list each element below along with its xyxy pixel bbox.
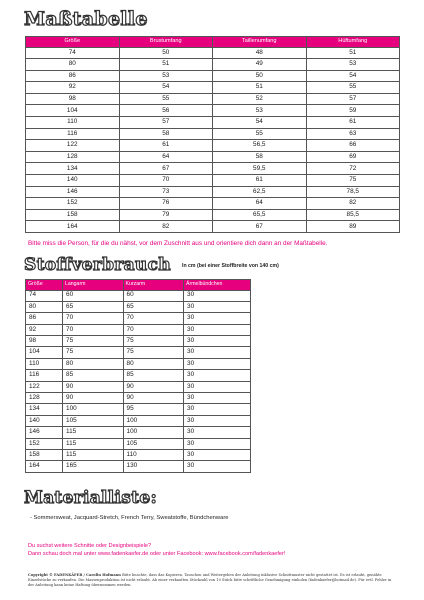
materials-text: - Sommersweat, Jacquard-Stretch, French Terry, Sweatstoffe, Bündchenware [30,515,229,521]
table-cell: 51 [213,82,307,94]
table-row [26,70,400,82]
size-table [25,36,400,233]
table-cell: 100 [123,427,184,438]
table-cell: 122 [26,140,120,152]
table-cell: 48 [213,47,307,59]
table-cell: 58 [213,151,307,163]
table-cell: 67 [213,221,307,233]
fabric-table-body [26,290,251,472]
table-cell: 164 [26,221,120,233]
table-cell: 92 [26,82,120,94]
table-row [26,151,400,163]
fabric-table [25,279,251,473]
table-cell: 165 [63,461,124,472]
promo-links: Dann schau doch mal unter www.fadenkaefer.de oder unter Facebook: www.facebook.com/fadenkaefer! [28,551,286,557]
table-cell: 50 [213,70,307,82]
size-table-header: Größe [26,37,120,48]
table-row [26,415,251,426]
table-row [26,117,400,129]
table-cell: 98 [26,93,120,105]
table-cell: 30 [184,324,251,335]
table-cell: 56,5 [213,140,307,152]
table-cell: 75 [123,336,184,347]
table-cell: 59 [306,105,400,117]
table-cell: 115 [63,438,124,449]
table-cell: 134 [26,404,63,415]
table-cell: 90 [123,381,184,392]
table-cell: 140 [26,415,63,426]
table-cell: 65,5 [213,209,307,221]
table-cell: 61 [119,140,213,152]
table-cell: 30 [184,370,251,381]
table-cell: 30 [184,393,251,404]
table-cell: 79 [119,209,213,221]
table-cell: 128 [26,393,63,404]
table-cell: 152 [26,198,120,210]
table-cell: 80 [63,358,124,369]
table-row [26,393,251,404]
table-cell: 70 [119,175,213,187]
table-cell: 30 [184,404,251,415]
table-cell: 90 [63,381,124,392]
table-cell: 85 [123,370,184,381]
table-cell: 52 [213,93,307,105]
table-cell: 75 [63,347,124,358]
table-cell: 69 [306,151,400,163]
table-cell: 51 [119,59,213,71]
table-cell: 158 [26,449,63,460]
fabric-table-header: Ärmelbündchen [184,280,251,291]
table-cell: 55 [213,128,307,140]
table-row [26,175,400,187]
table-cell: 80 [123,358,184,369]
table-cell: 86 [26,313,63,324]
table-cell: 57 [306,93,400,105]
table-cell: 50 [119,47,213,59]
table-cell: 30 [184,415,251,426]
table-row [26,163,400,175]
table-cell: 75 [306,175,400,187]
table-cell: 146 [26,427,63,438]
table-row [26,313,251,324]
table-cell: 67 [119,163,213,175]
table-row [26,449,251,460]
table-cell: 116 [26,128,120,140]
table-cell: 82 [306,198,400,210]
table-row [26,93,400,105]
table-cell: 60 [123,290,184,301]
table-row [26,209,400,221]
table-row [26,324,251,335]
table-cell: 164 [26,461,63,472]
table-cell: 53 [306,59,400,71]
table-cell: 61 [306,117,400,129]
copyright-notice [28,573,398,589]
table-cell: 65 [123,301,184,312]
table-row [26,358,251,369]
table-cell: 110 [26,117,120,129]
table-cell: 58 [119,128,213,140]
table-cell: 104 [26,347,63,358]
table-cell: 30 [184,461,251,472]
table-cell: 66 [306,140,400,152]
fabric-table-header-row [26,280,251,291]
table-row [26,186,400,198]
table-cell: 70 [123,324,184,335]
table-cell: 70 [123,313,184,324]
size-table-title: Maßtabelle [24,8,148,30]
size-table-header-row [26,37,400,48]
table-cell: 92 [26,324,63,335]
table-cell: 61 [213,175,307,187]
table-cell: 30 [184,427,251,438]
table-cell: 78,5 [306,186,400,198]
promo-question: Du suchst weitere Schnitte oder Designbeispiele? [28,543,152,549]
table-cell: 60 [63,290,124,301]
table-cell: 59,5 [213,163,307,175]
table-cell: 74 [26,47,120,59]
table-cell: 110 [123,449,184,460]
table-cell: 76 [119,198,213,210]
table-row [26,198,400,210]
size-table-header: Taillenumfang [213,37,307,48]
table-cell: 55 [306,82,400,94]
fabric-table-header: Kurzarm [123,280,184,291]
table-cell: 152 [26,438,63,449]
table-cell: 30 [184,449,251,460]
table-cell: 53 [213,105,307,117]
table-row [26,59,400,71]
table-cell: 115 [63,449,124,460]
table-row [26,381,251,392]
table-cell: 75 [63,336,124,347]
table-cell: 30 [184,358,251,369]
table-row [26,47,400,59]
table-cell: 90 [63,393,124,404]
table-row [26,128,400,140]
table-cell: 100 [123,415,184,426]
table-cell: 122 [26,381,63,392]
table-cell: 64 [213,198,307,210]
table-cell: 140 [26,175,120,187]
table-row [26,438,251,449]
table-cell: 57 [119,117,213,129]
table-cell: 75 [123,347,184,358]
table-cell: 134 [26,163,120,175]
table-row [26,347,251,358]
table-row [26,404,251,415]
table-cell: 64 [119,151,213,163]
table-cell: 80 [26,301,63,312]
table-cell: 89 [306,221,400,233]
table-cell: 110 [26,358,63,369]
table-cell: 62,5 [213,186,307,198]
table-cell: 54 [213,117,307,129]
fabric-table-header: Größe [26,280,63,291]
table-row [26,427,251,438]
table-cell: 158 [26,209,120,221]
table-cell: 53 [119,70,213,82]
fabric-subtitle: In cm (bei einer Stoffbreite von 140 cm) [182,263,279,269]
table-row [26,290,251,301]
table-cell: 54 [119,82,213,94]
table-cell: 30 [184,313,251,324]
size-table-header: Brustumfang [119,37,213,48]
copyright-text: Bitte beachte, dass das Kopieren, Tauschen und Weitergeben der Anleitung inklusive Schnittmuster nicht gestattet ist. Es ist erlaubt, genähte Einzelstücke zu verkaufen. Die Massenproduktion ist nicht erlaubt. Ab einer verkauften Stückzahl von 10 Stück bitte schriftliche Genehmigung einholen (fadenkaefer@hotmail.de). Für evtl. Fehler in der Anleitung kann keine Haftung übernommen werden. [28,573,392,588]
measure-note: Bitte miss die Person, für die du nähst, vor dem Zuschnitt aus und orientiere dich dann an der Maßtabelle. [28,240,328,247]
table-cell: 105 [123,438,184,449]
table-cell: 63 [306,128,400,140]
table-row [26,301,251,312]
table-cell: 85 [63,370,124,381]
table-cell: 54 [306,70,400,82]
table-cell: 65 [63,301,124,312]
table-row [26,140,400,152]
size-table-body [26,47,400,233]
table-cell: 104 [26,105,120,117]
materials-title: Materialliste: [24,488,158,508]
table-cell: 30 [184,301,251,312]
table-row [26,82,400,94]
table-cell: 105 [63,415,124,426]
table-cell: 56 [119,105,213,117]
table-cell: 30 [184,347,251,358]
table-cell: 90 [123,393,184,404]
table-row [26,105,400,117]
table-cell: 73 [119,186,213,198]
table-cell: 70 [63,324,124,335]
table-cell: 130 [123,461,184,472]
table-cell: 51 [306,47,400,59]
table-cell: 72 [306,163,400,175]
table-cell: 100 [63,404,124,415]
table-row [26,221,400,233]
table-cell: 30 [184,290,251,301]
table-cell: 30 [184,438,251,449]
fabric-table-header: Langarm [63,280,124,291]
table-cell: 30 [184,336,251,347]
table-cell: 146 [26,186,120,198]
table-cell: 95 [123,404,184,415]
table-cell: 86 [26,70,120,82]
table-cell: 80 [26,59,120,71]
table-cell: 115 [63,427,124,438]
table-cell: 85,5 [306,209,400,221]
table-cell: 98 [26,336,63,347]
table-cell: 30 [184,381,251,392]
table-row [26,461,251,472]
table-row [26,370,251,381]
table-cell: 70 [63,313,124,324]
table-cell: 55 [119,93,213,105]
table-cell: 116 [26,370,63,381]
fabric-table-title: Stoffverbrauch [24,255,171,275]
table-row [26,336,251,347]
copyright-lead: Copyright © FADENKÄFER / Carolin Hofmann [28,573,121,577]
size-table-header: Hüftumfang [306,37,400,48]
table-cell: 49 [213,59,307,71]
table-cell: 128 [26,151,120,163]
table-cell: 82 [119,221,213,233]
table-cell: 74 [26,290,63,301]
